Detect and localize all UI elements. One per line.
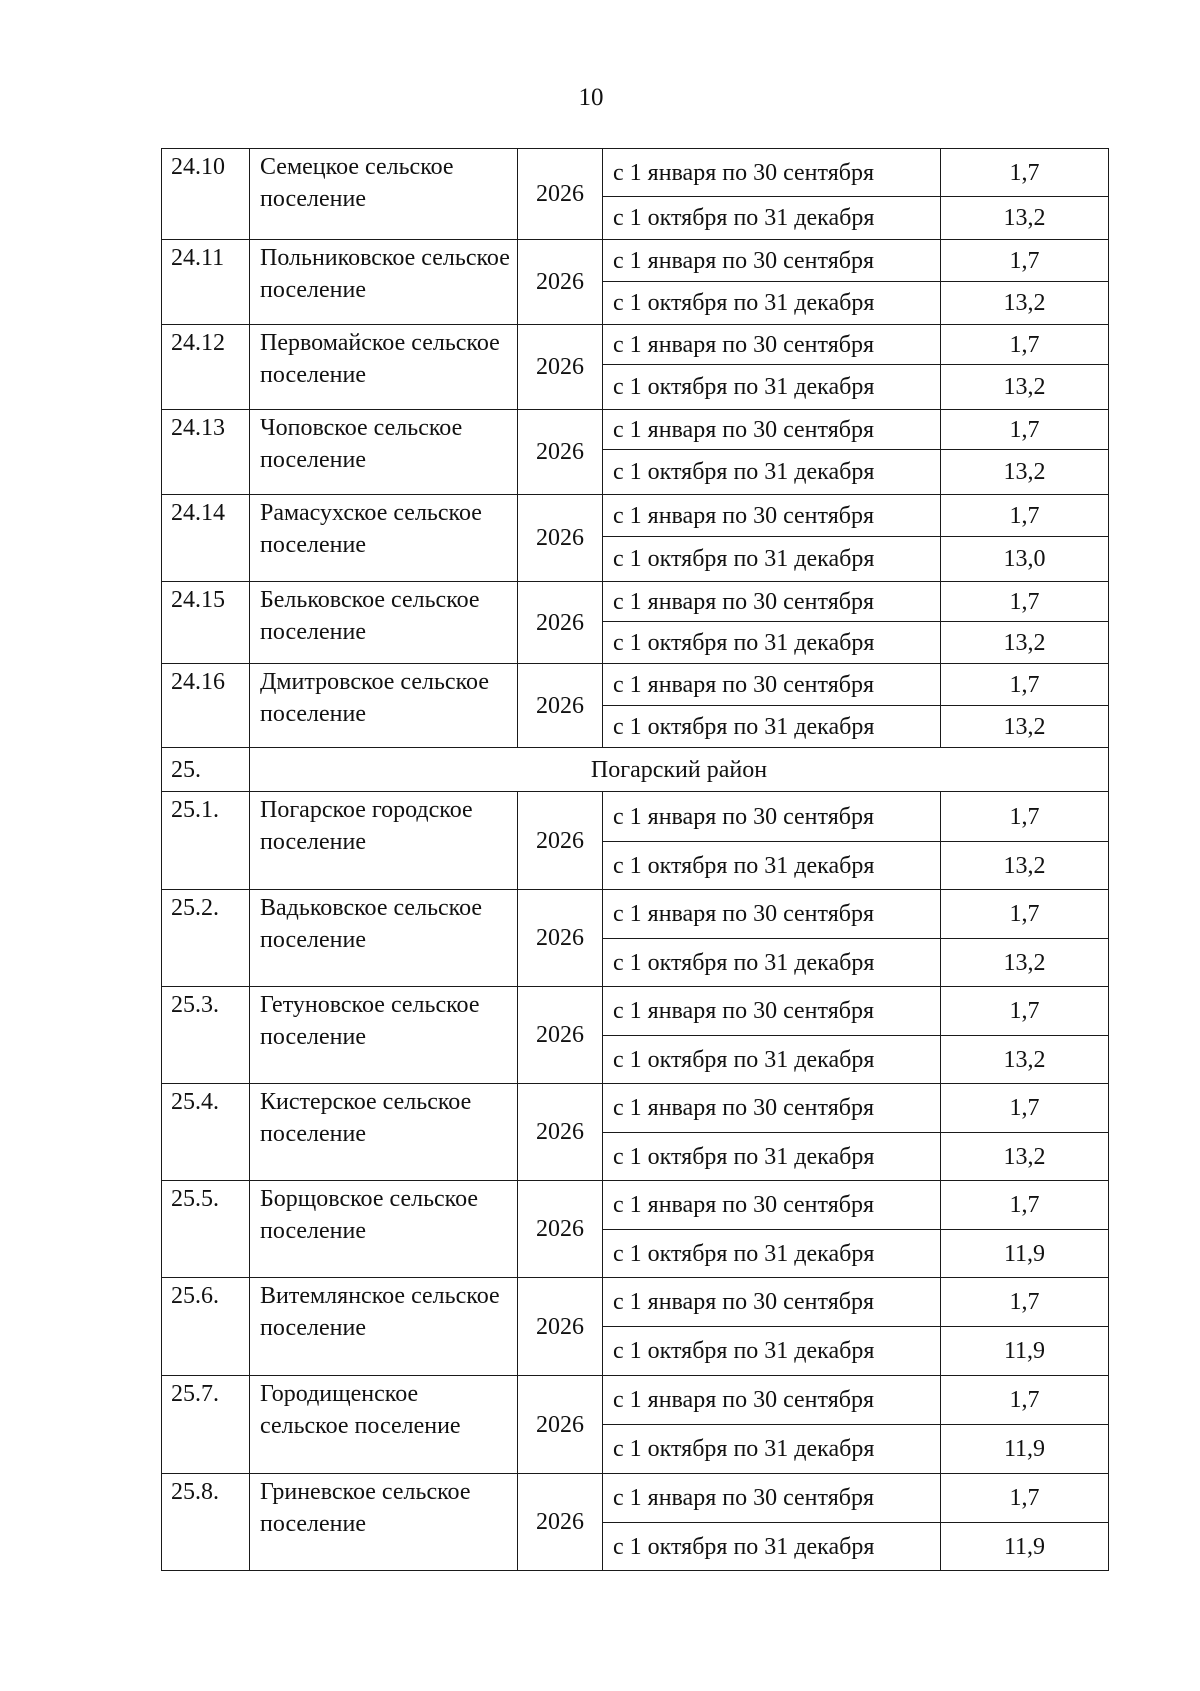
value-cell: 13,0 (941, 537, 1109, 582)
settlement-name: Рамасухское сельское поселение (250, 495, 518, 582)
value-cell: 13,2 (941, 939, 1109, 987)
period-cell: с 1 января по 30 сентября (603, 792, 941, 842)
value-cell: 1,7 (941, 1084, 1109, 1133)
period-cell: с 1 октября по 31 декабря (603, 450, 941, 495)
value-cell: 1,7 (941, 582, 1109, 622)
value-cell: 13,2 (941, 282, 1109, 325)
period-cell: с 1 октября по 31 декабря (603, 1230, 941, 1278)
tariff-table (161, 148, 1109, 1571)
row-number: 25.4. (162, 1084, 250, 1181)
table-row (162, 1376, 1109, 1425)
value-cell: 13,2 (941, 197, 1109, 240)
value-cell: 1,7 (941, 987, 1109, 1036)
value-cell: 1,7 (941, 240, 1109, 282)
table-row (162, 325, 1109, 365)
year-cell: 2026 (518, 582, 603, 664)
row-number: 24.10 (162, 149, 250, 240)
value-cell: 11,9 (941, 1230, 1109, 1278)
year-cell: 2026 (518, 240, 603, 325)
row-number: 25.5. (162, 1181, 250, 1278)
year-cell: 2026 (518, 664, 603, 748)
value-cell: 13,2 (941, 622, 1109, 664)
year-cell: 2026 (518, 495, 603, 582)
year-cell: 2026 (518, 149, 603, 240)
period-cell: с 1 января по 30 сентября (603, 1376, 941, 1425)
year-cell: 2026 (518, 1376, 603, 1474)
period-cell: с 1 января по 30 сентября (603, 1278, 941, 1327)
row-number: 25.8. (162, 1474, 250, 1571)
year-cell: 2026 (518, 325, 603, 410)
period-cell: с 1 октября по 31 декабря (603, 1425, 941, 1474)
table-row (162, 240, 1109, 282)
tariff-table-body (162, 149, 1109, 1571)
value-cell: 1,7 (941, 495, 1109, 537)
row-number: 24.15 (162, 582, 250, 664)
district-row (162, 748, 1109, 792)
value-cell: 1,7 (941, 792, 1109, 842)
settlement-name: Польниковское сельское поселение (250, 240, 518, 325)
settlement-name: Борщовское сельское поселение (250, 1181, 518, 1278)
row-number: 24.12 (162, 325, 250, 410)
value-cell: 1,7 (941, 325, 1109, 365)
year-cell: 2026 (518, 792, 603, 890)
settlement-name: Витемлянское сельское поселение (250, 1278, 518, 1376)
period-cell: с 1 января по 30 сентября (603, 1084, 941, 1133)
value-cell: 11,9 (941, 1425, 1109, 1474)
row-number: 24.16 (162, 664, 250, 748)
period-cell: с 1 января по 30 сентября (603, 664, 941, 706)
district-name: Погарский район (250, 748, 1109, 792)
value-cell: 11,9 (941, 1523, 1109, 1571)
period-cell: с 1 января по 30 сентября (603, 240, 941, 282)
settlement-name: Первомайское сельское поселение (250, 325, 518, 410)
year-cell: 2026 (518, 1474, 603, 1571)
year-cell: 2026 (518, 410, 603, 495)
table-row (162, 1181, 1109, 1230)
row-number: 25.2. (162, 890, 250, 987)
value-cell: 11,9 (941, 1327, 1109, 1376)
value-cell: 1,7 (941, 664, 1109, 706)
period-cell: с 1 января по 30 сентября (603, 890, 941, 939)
value-cell: 1,7 (941, 1278, 1109, 1327)
period-cell: с 1 января по 30 сентября (603, 1474, 941, 1523)
value-cell: 1,7 (941, 890, 1109, 939)
value-cell: 13,2 (941, 706, 1109, 748)
period-cell: с 1 января по 30 сентября (603, 1181, 941, 1230)
period-cell: с 1 октября по 31 декабря (603, 622, 941, 664)
year-cell: 2026 (518, 1084, 603, 1181)
district-number: 25. (162, 748, 250, 792)
value-cell: 13,2 (941, 1036, 1109, 1084)
period-cell: с 1 января по 30 сентября (603, 495, 941, 537)
page-number: 10 (578, 84, 604, 111)
row-number: 25.7. (162, 1376, 250, 1474)
settlement-name: Кистерское сельское поселение (250, 1084, 518, 1181)
period-cell: с 1 января по 30 сентября (603, 410, 941, 450)
year-cell: 2026 (518, 1278, 603, 1376)
settlement-name: Бельковское сельское поселение (250, 582, 518, 664)
period-cell: с 1 октября по 31 декабря (603, 197, 941, 240)
table-row (162, 1474, 1109, 1523)
table-row (162, 890, 1109, 939)
period-cell: с 1 октября по 31 декабря (603, 1327, 941, 1376)
table-row (162, 410, 1109, 450)
row-number: 25.3. (162, 987, 250, 1084)
period-cell: с 1 октября по 31 декабря (603, 842, 941, 890)
value-cell: 13,2 (941, 842, 1109, 890)
settlement-name: Дмитровское сельское поселение (250, 664, 518, 748)
period-cell: с 1 января по 30 сентября (603, 987, 941, 1036)
value-cell: 13,2 (941, 450, 1109, 495)
value-cell: 1,7 (941, 1181, 1109, 1230)
settlement-name: Погарское городское поселение (250, 792, 518, 890)
value-cell: 13,2 (941, 1133, 1109, 1181)
period-cell: с 1 октября по 31 декабря (603, 282, 941, 325)
row-number: 24.14 (162, 495, 250, 582)
year-cell: 2026 (518, 890, 603, 987)
period-cell: с 1 января по 30 сентября (603, 582, 941, 622)
settlement-name: Семецкое сельское поселение (250, 149, 518, 240)
table-row (162, 1084, 1109, 1133)
year-cell: 2026 (518, 987, 603, 1084)
value-cell: 1,7 (941, 1474, 1109, 1523)
settlement-name: Гетуновское сельское поселение (250, 987, 518, 1084)
year-cell: 2026 (518, 1181, 603, 1278)
value-cell: 1,7 (941, 149, 1109, 197)
value-cell: 1,7 (941, 410, 1109, 450)
period-cell: с 1 октября по 31 декабря (603, 1523, 941, 1571)
period-cell: с 1 января по 30 сентября (603, 149, 941, 197)
period-cell: с 1 октября по 31 декабря (603, 365, 941, 410)
period-cell: с 1 октября по 31 декабря (603, 706, 941, 748)
row-number: 24.11 (162, 240, 250, 325)
period-cell: с 1 октября по 31 декабря (603, 939, 941, 987)
period-cell: с 1 октября по 31 декабря (603, 1133, 941, 1181)
period-cell: с 1 октября по 31 декабря (603, 1036, 941, 1084)
period-cell: с 1 октября по 31 декабря (603, 537, 941, 582)
table-row (162, 792, 1109, 842)
row-number: 24.13 (162, 410, 250, 495)
value-cell: 13,2 (941, 365, 1109, 410)
table-row (162, 582, 1109, 622)
table-row (162, 495, 1109, 537)
table-row (162, 149, 1109, 197)
table-row (162, 664, 1109, 706)
table-row (162, 1278, 1109, 1327)
settlement-name: Гриневское сельское поселение (250, 1474, 518, 1571)
period-cell: с 1 января по 30 сентября (603, 325, 941, 365)
row-number: 25.6. (162, 1278, 250, 1376)
settlement-name: Вадьковское сельское поселение (250, 890, 518, 987)
value-cell: 1,7 (941, 1376, 1109, 1425)
settlement-name: Городищенское сельское поселение (250, 1376, 518, 1474)
settlement-name: Чоповское сельское поселение (250, 410, 518, 495)
table-row (162, 987, 1109, 1036)
row-number: 25.1. (162, 792, 250, 890)
